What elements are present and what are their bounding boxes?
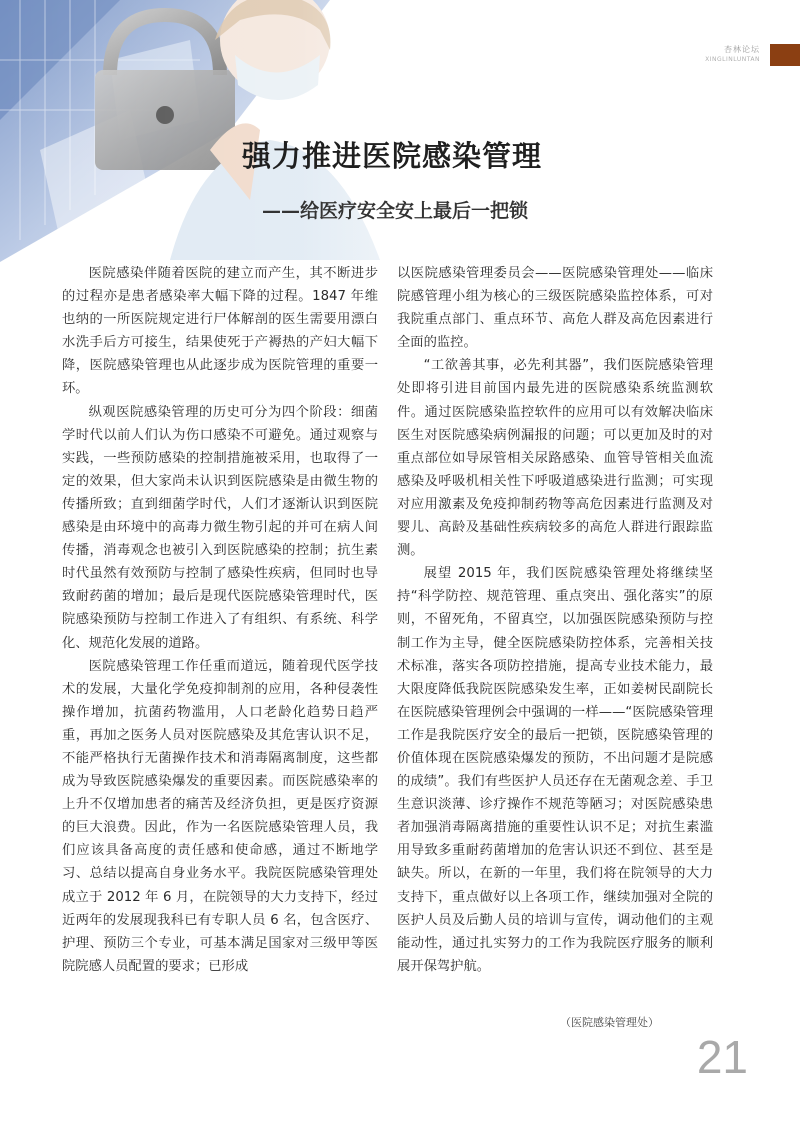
journal-name-en: XINGLINLUNTAN [705,56,760,63]
paragraph: “工欲善其事，必先利其器”，我们医院感染管理处即将引进目前国内最先进的医院感染系统监测软件。通过医院感染监控软件的应用可以有效解决临床医生对医院感染病例漏报的问题；可以更加及时的对重点部位如导尿管相关尿路感染、血管导管相关血流感染及呼吸机相关性下呼吸道感染进行监测；可实现对应用激素及免疫抑制药物等高危因素进行监测及对婴儿、高龄及基础性疾病较多的高危人群进行跟踪监测。 [397,358,713,559]
page-number: 21 [696,1031,748,1083]
author-signature: （医院感染管理处） [560,1016,659,1029]
paragraph: 展望 2015 年，我们医院感染管理处将继续坚持“科学防控、规范管理、重点突出、强化落实”的原则，不留死角，不留真空，以加强医院感染预防与控制工作为主导，健全医院感染防控体系，完善相关技术标准，落实各项防控措施，提高专业技术能力，最大限度降低我院医院感染发生率，正如姜树民副院长在医院感染管理例会中强调的一样——“医院感染管理工作是我院医疗安全的最后一把锁，医院感染管理的价值体现在医院感染爆发的预防，不出问题才是院感的成绩”。我们有些医护人员还存在无菌观念差、手卫生意识淡薄、诊疗操作不规范等陋习；对医院感染患者加强消毒隔离措施的重要性认识不足；对抗生素滥用导致多重耐药菌增加的危害认识还不到位、甚至是缺失。所以，在新的一年里，我们将在院领导的大力支持下，重点做好以上各项工作，继续加强对全院的医护人员及后勤人员的培训与宣传，调动他们的主观能动性，通过扎实努力的工作为我院医疗服务的顺利展开保驾护航。 [397,566,713,974]
paragraph: 以医院感染管理委员会——医院感染管理处——临床院感管理小组为核心的三级医院感染监控体系，可对我院重点部门、重点环节、高危人群及高危因素进行全面的监控。 [397,266,713,351]
article-title: 强力推进医院感染管理 [242,139,543,173]
paragraph: 医院感染伴随着医院的建立而产生，其不断进步的过程亦是患者感染率大幅下降的过程。1847 年维也纳的一所医院规定进行尸体解剖的医生需要用漂白水洗手后方可接生，结果使死于产褥热的产妇大幅下降，医院感染管理也从此逐步成为医院管理的重要一环。 [62,266,378,397]
journal-mark [705,44,760,63]
article-subtitle: ——给医疗安全安上最后一把锁 [262,200,529,222]
left-column [62,262,378,978]
paragraph: 医院感染管理工作任重而道远，随着现代医学技术的发展，大量化学免疫抑制剂的应用，各种侵袭性操作增加，抗菌药物滥用，人口老龄化趋势日趋严重，再加之医务人员对医院感染及其危害认识不足，不能严格执行无菌操作技术和消毒隔离制度，这些都成为导致医院感染爆发的重要因素。而医院感染率的上升不仅增加患者的痛苦及经济负担，更是医疗资源的巨大浪费。因此，作为一名医院感染管理人员，我们应该具备高度的责任感和使命感，通过不断地学习、总结以提高自身业务水平。我院医院感染管理处成立于 2012 年 6 月，在院领导的大力支持下，经过近两年的发展现我科已有专职人员 6 名，包含医疗、护理、预防三个专业，可基本满足国家对三级甲等医院院感人员配置的要求；已形成 [62,658,378,974]
header-illustration [0,0,560,265]
journal-name-zh: 杏林论坛 [724,45,760,54]
right-column [397,262,713,978]
padlock-nurse-icon [0,0,560,265]
section-tab [770,44,800,66]
paragraph: 纵观医院感染管理的历史可分为四个阶段：细菌学时代以前人们认为伤口感染不可避免。通过观察与实践，一些预防感染的控制措施被采用，也取得了一定的效果，但大家尚未认识到医院感染是由微生物的传播所致；直到细菌学时代，人们才逐渐认识到医院感染是由环境中的高毒力微生物引起的并可在病人间传播，消毒观念也被引入到医院感染的控制；抗生素时代虽然有效预防与控制了感染性疾病，但同时也导致耐药菌的增加；最后是现代医院感染管理时代，医院感染预防与控制工作进入了有组织、有系统、科学化、规范化发展的道路。 [62,404,378,651]
